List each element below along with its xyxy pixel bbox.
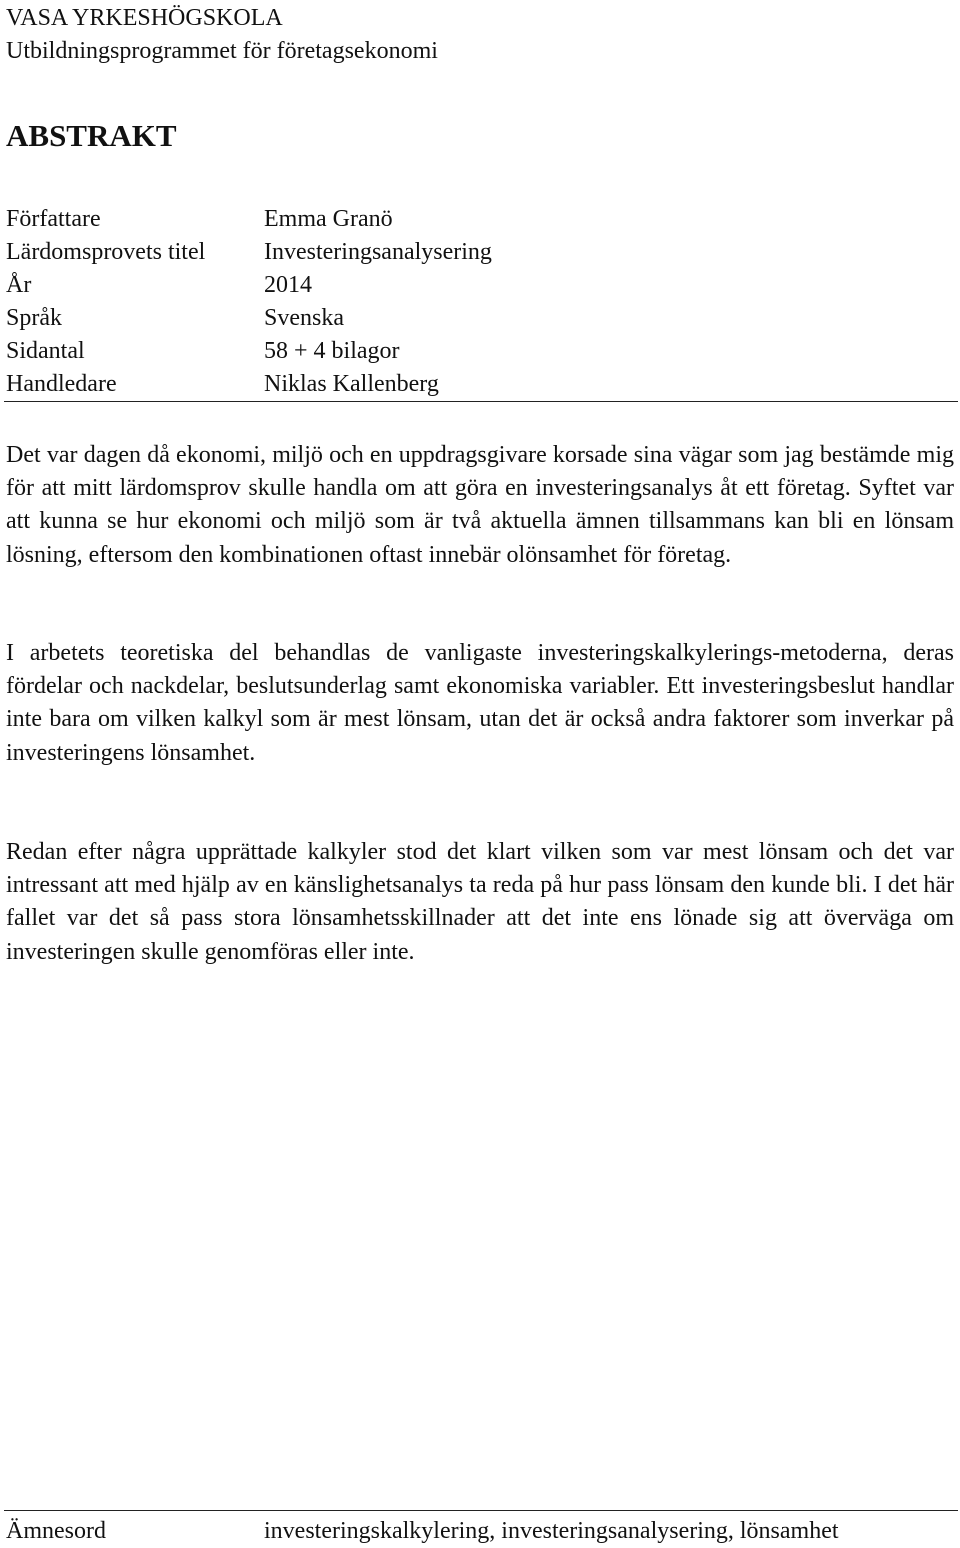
metadata-label: Språk bbox=[6, 305, 62, 331]
metadata-label: År bbox=[6, 272, 32, 298]
metadata-value: Niklas Kallenberg bbox=[264, 371, 439, 397]
metadata-table bbox=[6, 203, 958, 401]
metadata-value: 58 + 4 bilagor bbox=[264, 338, 400, 364]
school-name: VASA YRKESHÖGSKOLA bbox=[6, 5, 283, 31]
metadata-row-supervisor bbox=[6, 368, 958, 401]
metadata-value: Emma Granö bbox=[264, 206, 393, 232]
metadata-label: Lärdomsprovets titel bbox=[6, 239, 206, 265]
metadata-label: Handledare bbox=[6, 371, 117, 397]
abstract-paragraph-3: Redan efter några upprättade kalkyler stod det klart vilken som var mest lönsam och det var intressant att med hjälp av en känslighetsanalys ta reda på hur pass lönsam den kunde bli. I det här fallet var det så pass stora lönsamhetsskillnader att det inte ens lönade sig att överväga om investeringen skulle genomföras eller inte. bbox=[6, 839, 954, 965]
metadata-label: Sidantal bbox=[6, 338, 85, 364]
metadata-row-author bbox=[6, 203, 958, 236]
metadata-label: Författare bbox=[6, 206, 101, 232]
metadata-value: 2014 bbox=[264, 272, 312, 298]
metadata-row-page-count bbox=[6, 335, 958, 368]
metadata-value: Investeringsanalysering bbox=[264, 239, 492, 265]
metadata-row-thesis-title bbox=[6, 236, 958, 269]
divider-bottom bbox=[4, 1510, 958, 1511]
program-name: Utbildningsprogrammet för företagsekonomi bbox=[6, 38, 438, 64]
keywords-label: Ämnesord bbox=[6, 1518, 106, 1544]
abstract-paragraph-1: Det var dagen då ekonomi, miljö och en uppdragsgivare korsade sina vägar som jag bestämde mig för att mitt lärdomsprov skulle handla om att göra en investeringsanalys åt ett företag. Syftet var att kunna se hur ekonomi och miljö som är två aktuella ämnen tillsammans kan bli en lönsam lösning, eftersom den kombinationen oftast innebär olönsamhet för företag. bbox=[6, 442, 954, 568]
page-title: ABSTRAKT bbox=[6, 118, 177, 153]
metadata-row-language bbox=[6, 302, 958, 335]
divider-top bbox=[4, 401, 958, 402]
metadata-value: Svenska bbox=[264, 305, 344, 331]
metadata-row-year bbox=[6, 269, 958, 302]
keywords-value: investeringskalkylering, investeringsanalysering, lönsamhet bbox=[264, 1518, 839, 1544]
abstract-paragraph-2: I arbetets teoretiska del behandlas de vanligaste investeringskalkylerings-metoderna, deras fördelar och nackdelar, beslutsunderlag samt ekonomiska variabler. Ett investeringsbeslut handlar inte bara om vilken kalkyl som är mest lönsam, utan det är också andra faktorer som inverkar på investeringens lönsamhet. bbox=[6, 640, 954, 766]
